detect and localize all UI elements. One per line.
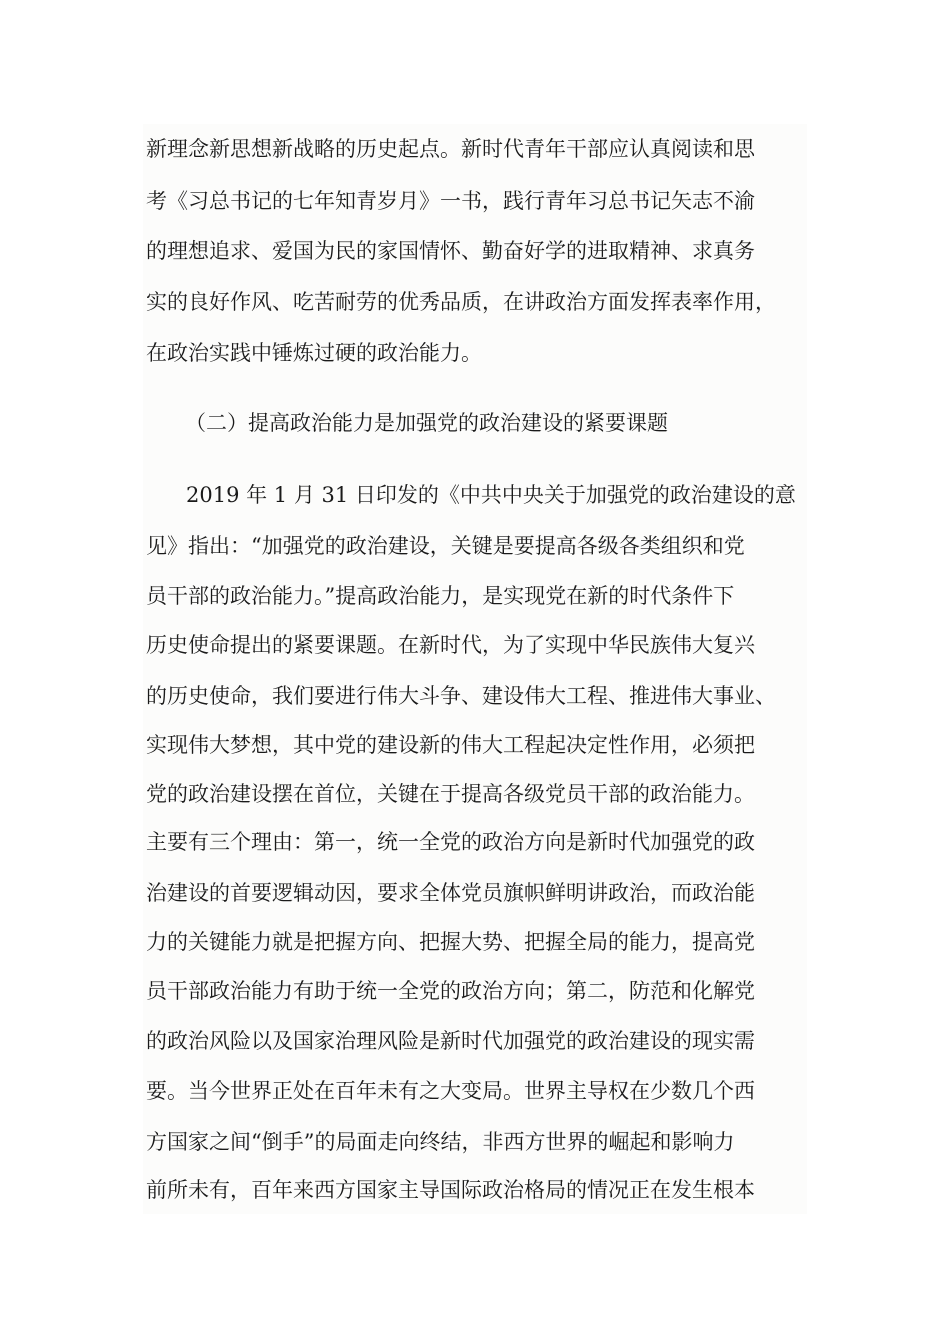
paragraph-line: 主要有三个理由：第一，统一全党的政治方向是新时代加强党的政: [146, 830, 755, 854]
paragraph-line: 要。当今世界正处在百年未有之大变局。世界主导权在少数几个西: [146, 1079, 755, 1103]
paragraph-line: 员干部的政治能力。”提高政治能力，是实现党在新的时代条件下: [146, 584, 735, 608]
paragraph-line: 力的关键能力就是把握方向、把握大势、把握全局的能力，提高党: [146, 930, 755, 954]
paragraph-line: 治建设的首要逻辑动因，要求全体党员旗帜鲜明讲政治，而政治能: [146, 881, 755, 905]
paragraph-line: 在政治实践中锤炼过硬的政治能力。: [146, 341, 482, 365]
paragraph-line: 前所未有，百年来西方国家主导国际政治格局的情况正在发生根本: [146, 1178, 755, 1202]
paragraph-line: 的理想追求、爱国为民的家国情怀、勤奋好学的进取精神、求真务: [146, 239, 755, 263]
paragraph-line: 历史使命提出的紧要课题。在新时代，为了实现中华民族伟大复兴: [146, 633, 755, 657]
paragraph-line: 方国家之间“倒手”的局面走向终结，非西方世界的崛起和影响力: [146, 1130, 735, 1154]
paragraph-line: 党的政治建设摆在首位，关键在于提高各级党员干部的政治能力。: [146, 782, 755, 806]
paragraph-line: 2019 年 1 月 31 日印发的《中共中央关于加强党的政治建设的意: [186, 483, 796, 507]
paragraph-line: 实的良好作风、吃苦耐劳的优秀品质，在讲政治方面发挥表率作用，: [146, 290, 776, 314]
paragraph-line: 员干部政治能力有助于统一全党的政治方向；第二，防范和化解党: [146, 979, 755, 1003]
paragraph-line: 见》指出：“加强党的政治建设，关键是要提高各级各类组织和党: [146, 534, 745, 558]
paragraph-line: 考《习总书记的七年知青岁月》一书，践行青年习总书记矢志不渝: [146, 189, 755, 213]
paragraph-line: 新理念新思想新战略的历史起点。新时代青年干部应认真阅读和思: [146, 137, 755, 161]
paragraph-line: 实现伟大梦想，其中党的建设新的伟大工程起决定性作用，必须把: [146, 733, 755, 757]
paragraph-line: 的政治风险以及国家治理风险是新时代加强党的政治建设的现实需: [146, 1029, 755, 1053]
paragraph-line: 的历史使命，我们要进行伟大斗争、建设伟大工程、推进伟大事业、: [146, 684, 776, 708]
section-heading: （二）提高政治能力是加强党的政治建设的紧要课题: [185, 411, 668, 435]
